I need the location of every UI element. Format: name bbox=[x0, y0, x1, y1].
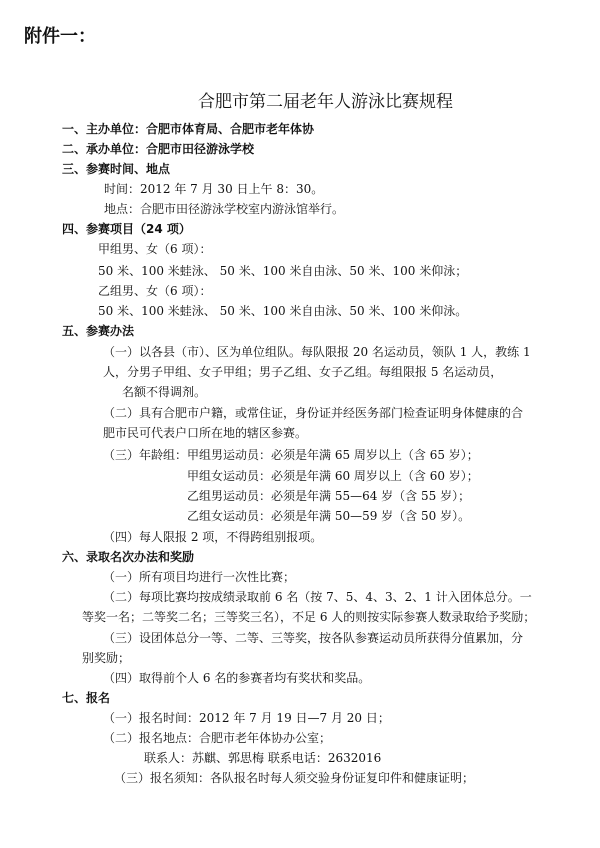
section-5-heading: 五、参赛办法 bbox=[62, 324, 135, 338]
section-6-p4: （四）取得前个人 6 名的参赛者均有奖状和奖品。 bbox=[103, 671, 371, 685]
section-5-p1-line3: 名额不得调剂。 bbox=[122, 385, 207, 399]
section-6-heading: 六、录取名次办法和奖励 bbox=[62, 550, 195, 564]
section-7-contact: 联系人：苏麒、郭思梅 联系电话：2632016 bbox=[144, 751, 382, 765]
section-6-p3-line2: 别奖励； bbox=[82, 651, 131, 665]
section-3-place: 地点：合肥市田径游泳学校室内游泳馆举行。 bbox=[104, 202, 345, 216]
section-6-p1: （一）所有项目均进行一次性比赛； bbox=[103, 570, 296, 584]
section-5-p2-line2: 肥市民可代表户口所在地的辖区参赛。 bbox=[103, 426, 308, 440]
section-5-p1-line2: 人，分男子甲组、女子甲组；男子乙组、女子乙组。每组限报 5 名运动员， bbox=[103, 365, 503, 379]
document-title: 合肥市第二届老年人游泳比赛规程 bbox=[198, 92, 453, 112]
section-4-group-b-events: 50 米、100 米蛙泳、 50 米、100 米自由泳、50 米、100 米仰泳。 bbox=[98, 304, 468, 318]
section-6-p3-line1: （三）设团体总分一等、二等、三等奖，按各队参赛运动员所获得分值累加，分 bbox=[103, 631, 524, 645]
section-7-heading: 七、报名 bbox=[62, 691, 111, 705]
section-3-heading: 三、参赛时间、地点 bbox=[62, 162, 171, 176]
section-4-group-a: 甲组男、女（6 项）： bbox=[98, 242, 212, 256]
section-7-p2: （二）报名地点：合肥市老年体协办公室； bbox=[103, 731, 332, 745]
section-2-host: 二、承办单位：合肥市田径游泳学校 bbox=[62, 142, 255, 156]
section-5-p3-line4: 乙组女运动员：必须是年满 50—59 岁（含 50 岁）。 bbox=[187, 509, 471, 523]
section-6-p2-line2: 等奖一名；二等奖二名；三等奖三名），不足 6 人的则按实际参赛人数录取给予奖励； bbox=[82, 610, 536, 624]
section-1-organizer: 一、主办单位：合肥市体育局、合肥市老年体协 bbox=[62, 122, 315, 136]
section-7-p1: （一）报名时间：2012 年 7 月 19 日—7 月 20 日； bbox=[103, 711, 390, 725]
section-5-p3-line2: 甲组女运动员：必须是年满 60 周岁以上（含 60 岁）； bbox=[187, 469, 479, 483]
annex-label: 附件一： bbox=[24, 26, 96, 47]
section-3-time: 时间：2012 年 7 月 30 日上午 8：30。 bbox=[104, 182, 324, 196]
section-4-heading: 四、参赛项目（24 项） bbox=[62, 222, 191, 236]
section-5-p3-line3: 乙组男运动员：必须是年满 55—64 岁（含 55 岁）； bbox=[187, 489, 471, 503]
section-5-p2-line1: （二）具有合肥市户籍，或常住证，身份证并经医务部门检查证明身体健康的合 bbox=[103, 406, 524, 420]
section-5-p3-line1: （三）年龄组：甲组男运动员：必须是年满 65 周岁以上（含 65 岁）； bbox=[103, 448, 479, 462]
section-4-group-b: 乙组男、女（6 项）： bbox=[98, 284, 212, 298]
section-7-p3: （三）报名须知：各队报名时每人须交验身份证复印件和健康证明； bbox=[114, 771, 475, 785]
section-5-p4: （四）每人限报 2 项，不得跨组别报项。 bbox=[103, 530, 323, 544]
section-4-group-a-events: 50 米、100 米蛙泳、 50 米、100 米自由泳、50 米、100 米仰泳； bbox=[98, 264, 468, 278]
section-5-p1-line1: （一）以各县（市）、区为单位组队。每队限报 20 名运动员，领队 1 人，教练 1 bbox=[103, 345, 531, 359]
section-6-p2-line1: （二）每项比赛均按成绩录取前 6 名（按 7、5、4、3、2、1 计入团体总分。一 bbox=[103, 590, 532, 604]
